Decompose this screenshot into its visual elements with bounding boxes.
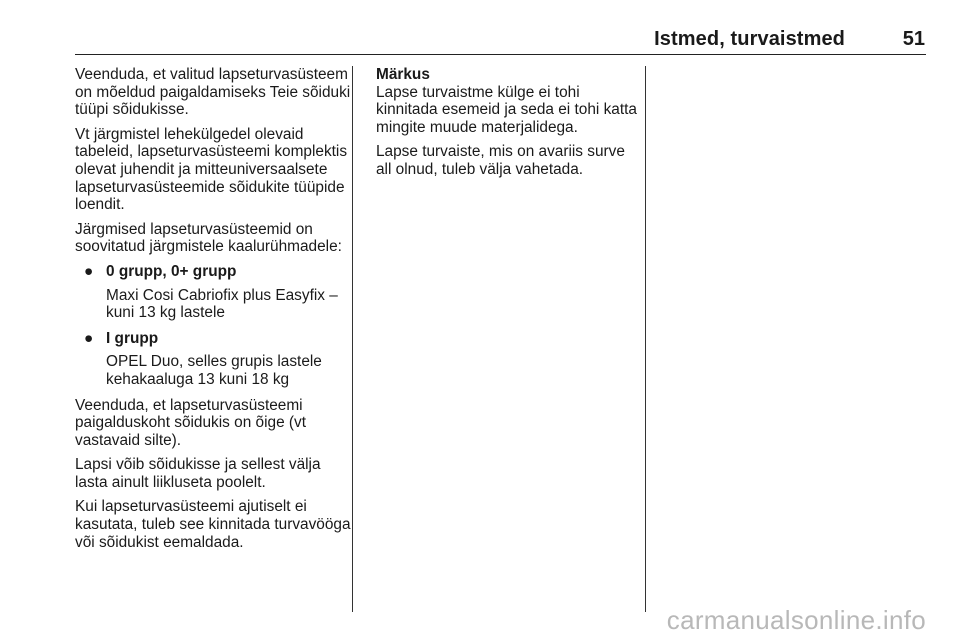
section-title: Istmed, turvaistmed	[654, 28, 845, 50]
list-item-text: Maxi Cosi Cabriofix plus Easyfix – kuni 13 kg lastele	[106, 286, 338, 322]
list-item	[75, 330, 351, 389]
paragraph: Vt järgmistel lehekülgedel olevaid tabeleid, lapseturvasüsteemi komplektis olevat juhendit ja mitteuniversaalsete lapseturvasüsteemide sõidukite tüüpide loendit.	[75, 125, 348, 214]
bullet-icon: ●	[84, 262, 94, 280]
bullet-icon: ●	[84, 329, 94, 347]
note-title: Märkus	[376, 66, 430, 83]
paragraph: Lapse turvaiste, mis on avariis surve all olnud, tuleb välja vahetada.	[376, 143, 625, 178]
watermark: carmanualsonline.info	[666, 605, 926, 635]
paragraph: Järgmised lapseturvasüsteemid on soovitatud järgmistele kaalurühmadele:	[75, 220, 342, 256]
page-header	[75, 24, 926, 55]
paragraph: Lapsi võib sõidukisse ja sellest välja lasta ainult liikluseta poolelt.	[75, 456, 321, 491]
list-item-title: I grupp	[106, 329, 159, 347]
column-divider	[645, 66, 646, 612]
paragraph: Veenduda, et valitud lapseturvasüsteem on mõeldud paigaldamiseks Teie sõiduki tüüpi sõidukisse.	[75, 66, 351, 119]
column-divider	[352, 66, 353, 612]
note	[376, 66, 638, 136]
paragraph: Kui lapseturvasüsteemi ajutiselt ei kasutata, tuleb see kinnitada turvavööga või sõidukist eemaldada.	[75, 498, 351, 551]
list-item-text: OPEL Duo, selles grupis lastele kehakaaluga 13 kuni 18 kg	[106, 353, 322, 388]
paragraph: Veenduda, et lapseturvasüsteemi paigalduskoht sõidukis on õige (vt vastavaid silte).	[75, 396, 307, 449]
page-number: 51	[902, 28, 925, 50]
note-text: Lapse turvaistme külge ei tohi kinnitada esemeid ja seda ei tohi katta mingite muude materjalidega.	[376, 83, 637, 136]
left-column	[75, 66, 351, 558]
middle-column	[376, 66, 638, 186]
list-item-title: 0 grupp, 0+ grupp	[106, 262, 237, 280]
list-item	[75, 263, 351, 322]
